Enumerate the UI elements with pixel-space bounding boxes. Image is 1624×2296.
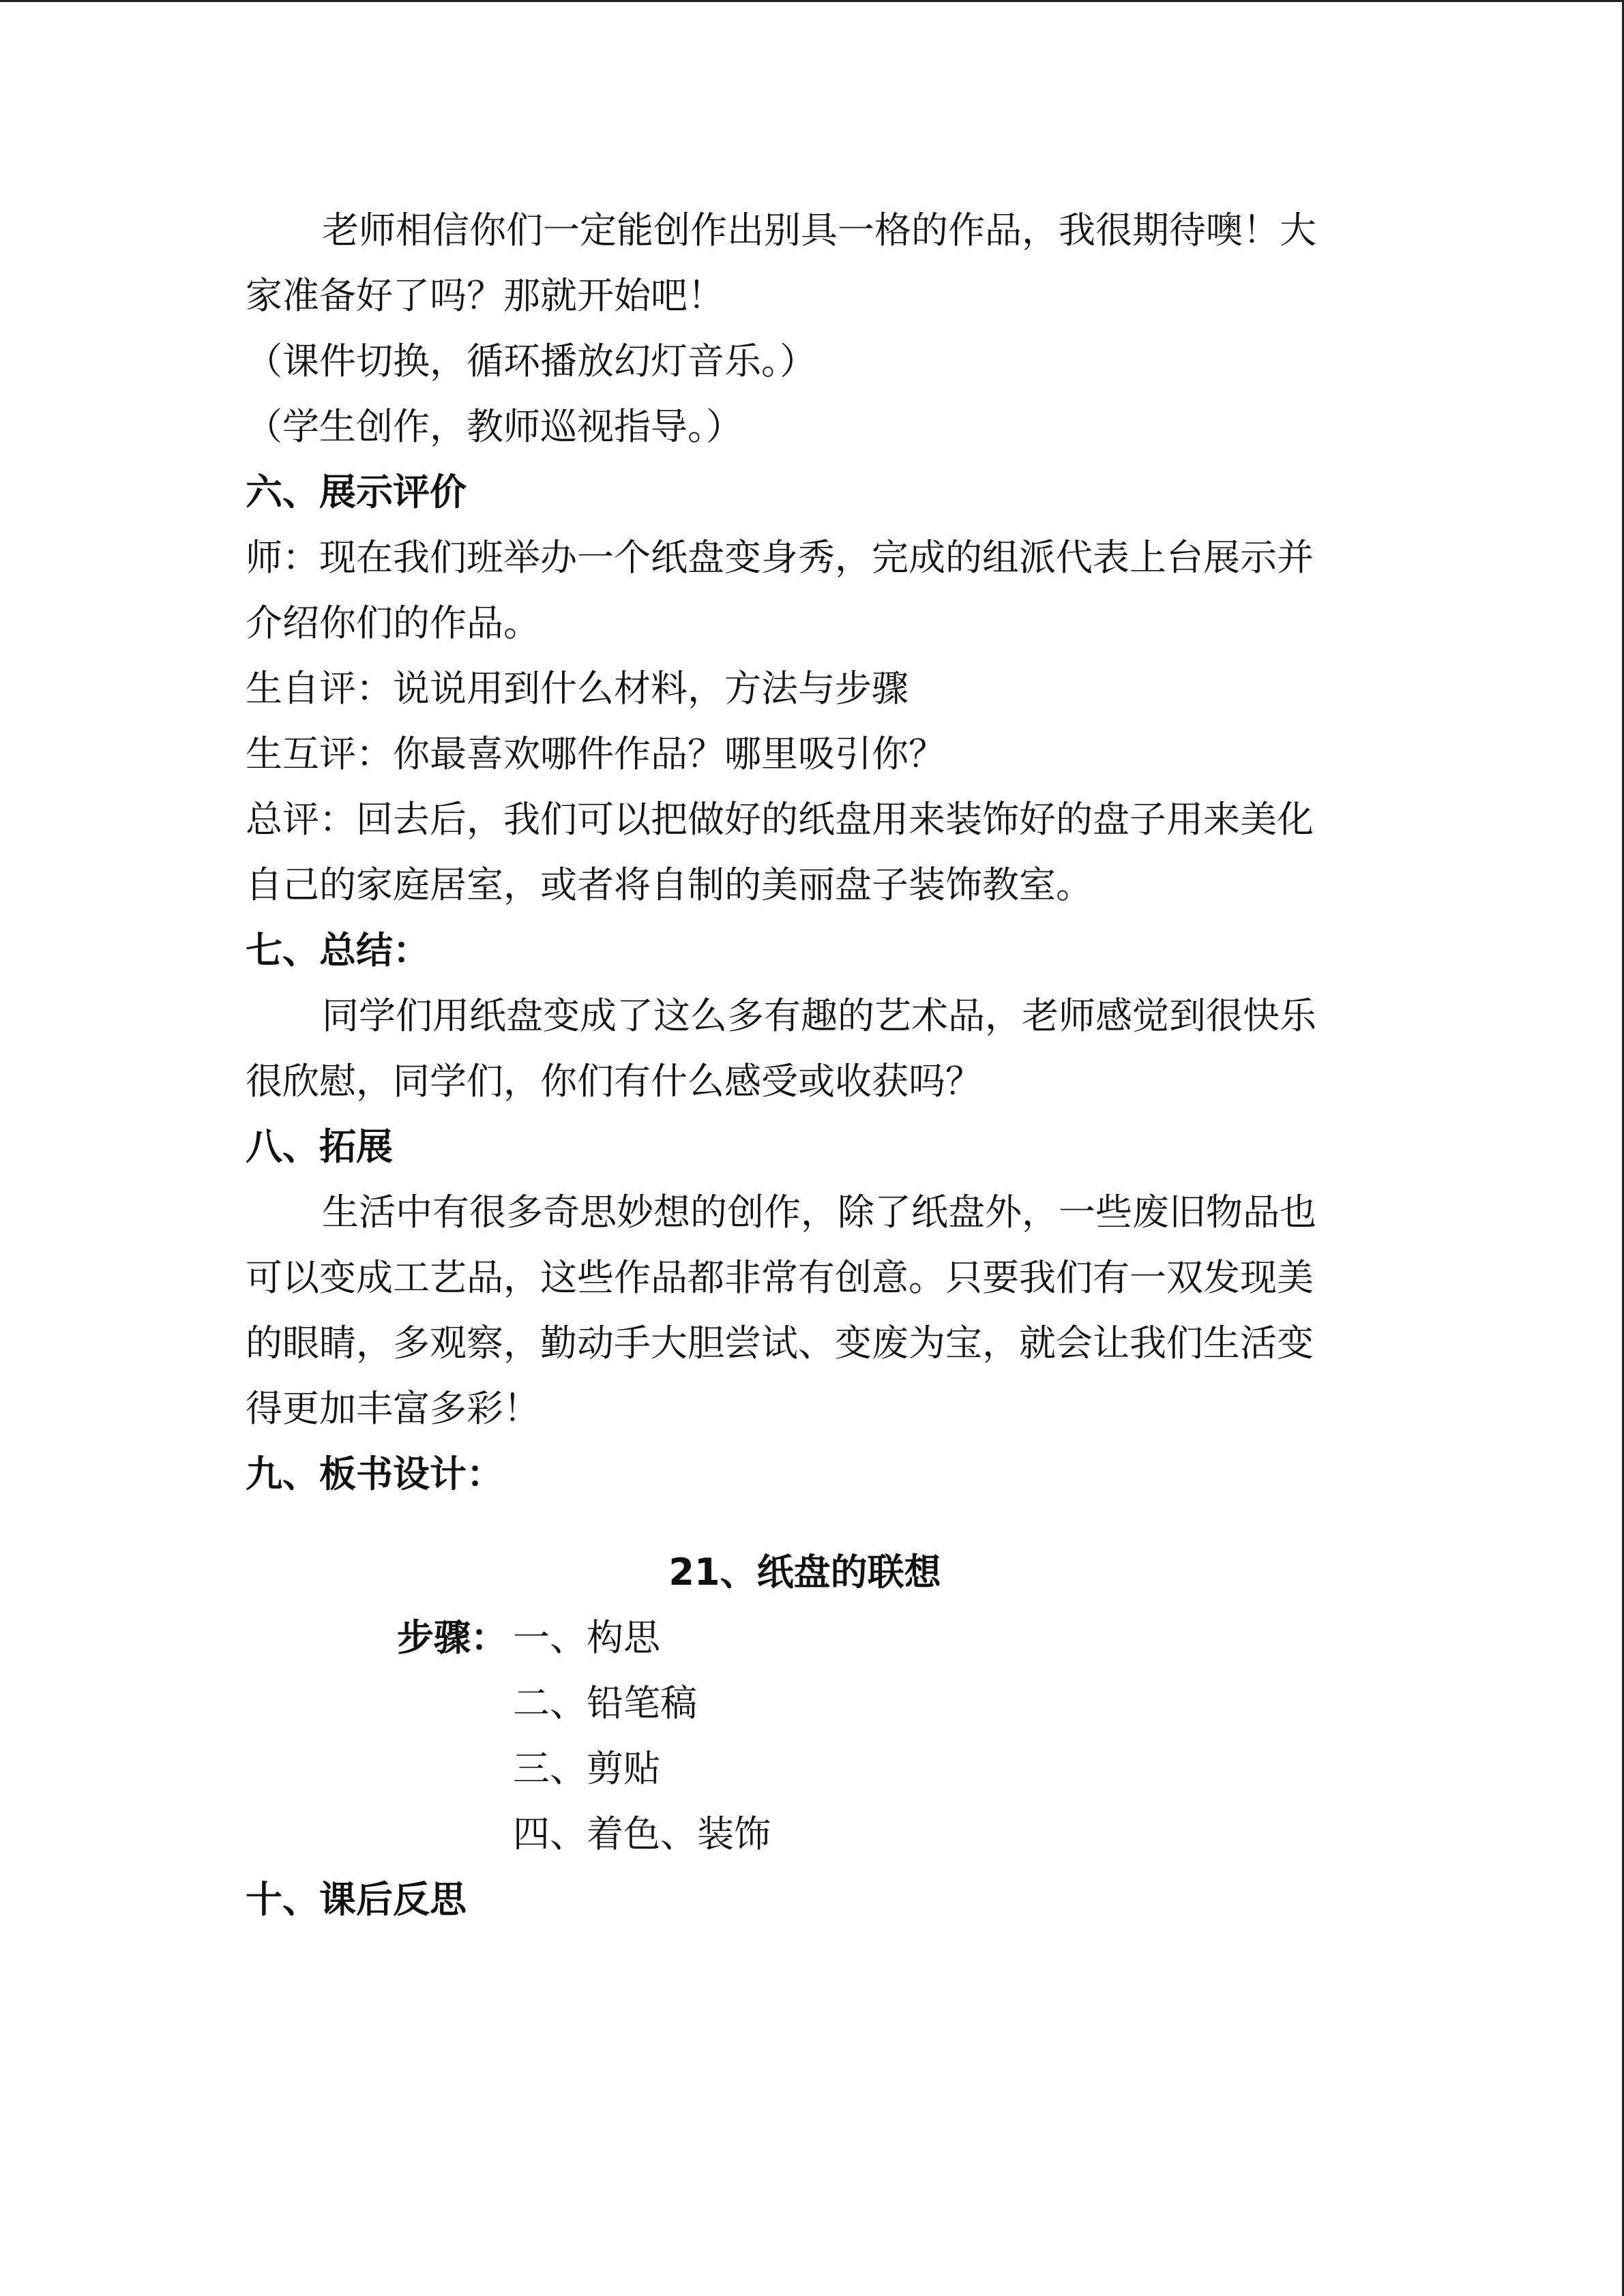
paragraph-line: 生活中有很多奇思妙想的创作，除了纸盘外，一些废旧物品也 <box>322 1191 1316 1234</box>
section-heading-6: 六、展示评价 <box>246 471 467 513</box>
paragraph-line: 老师相信你们一定能创作出别具一格的作品，我很期待噢！大 <box>322 209 1316 252</box>
board-steps <box>246 1605 1364 1867</box>
stage-note: （学生创作，教师巡视指导。） <box>246 405 743 448</box>
paragraph-line: 生互评：你最喜欢哪件作品？哪里吸引你？ <box>246 732 945 775</box>
paragraph-line: 家准备好了吗？那就开始吧！ <box>246 274 724 317</box>
paragraph-line: 同学们用纸盘变成了这么多有趣的艺术品，老师感觉到很快乐 <box>322 994 1316 1037</box>
steps-label: 步骤： <box>397 1616 507 1659</box>
board-title: 21、纸盘的联想 <box>668 1551 941 1594</box>
section-heading-9: 九、板书设计： <box>246 1452 503 1495</box>
paragraph-line: 介绍你们的作品。 <box>246 601 540 644</box>
step-item: 三、剪贴 <box>513 1747 660 1790</box>
step-item: 四、着色、装饰 <box>513 1813 771 1855</box>
document-page <box>246 198 1364 1933</box>
step-item: 二、铅笔稿 <box>513 1682 697 1725</box>
paragraph-line: 的眼睛，多观察，勤动手大胆尝试、变废为宝，就会让我们生活变 <box>246 1322 1314 1365</box>
paragraph-line: 可以变成工艺品，这些作品都非常有创意。只要我们有一双发现美 <box>246 1256 1314 1299</box>
section-heading-7: 七、总结： <box>246 929 430 972</box>
page-top-border <box>0 0 1624 2</box>
paragraph-line: 总评：回去后，我们可以把做好的纸盘用来装饰好的盘子用来美化 <box>246 798 1314 841</box>
section-heading-10: 十、课后反思 <box>246 1878 467 1921</box>
section-heading-8: 八、拓展 <box>246 1125 393 1168</box>
paragraph-line: 很欣慰，同学们，你们有什么感受或收获吗？ <box>246 1060 982 1103</box>
paragraph-line: 生自评：说说用到什么材料，方法与步骤 <box>246 667 909 710</box>
paragraph-line: 得更加丰富多彩！ <box>246 1387 540 1430</box>
paragraph-line: 师：现在我们班举办一个纸盘变身秀，完成的组派代表上台展示并 <box>246 536 1314 579</box>
stage-note: （课件切换，循环播放幻灯音乐。） <box>246 340 816 383</box>
step-item: 一、构思 <box>513 1616 660 1659</box>
paragraph-line: 自己的家庭居室，或者将自制的美丽盘子装饰教室。 <box>246 863 1093 906</box>
